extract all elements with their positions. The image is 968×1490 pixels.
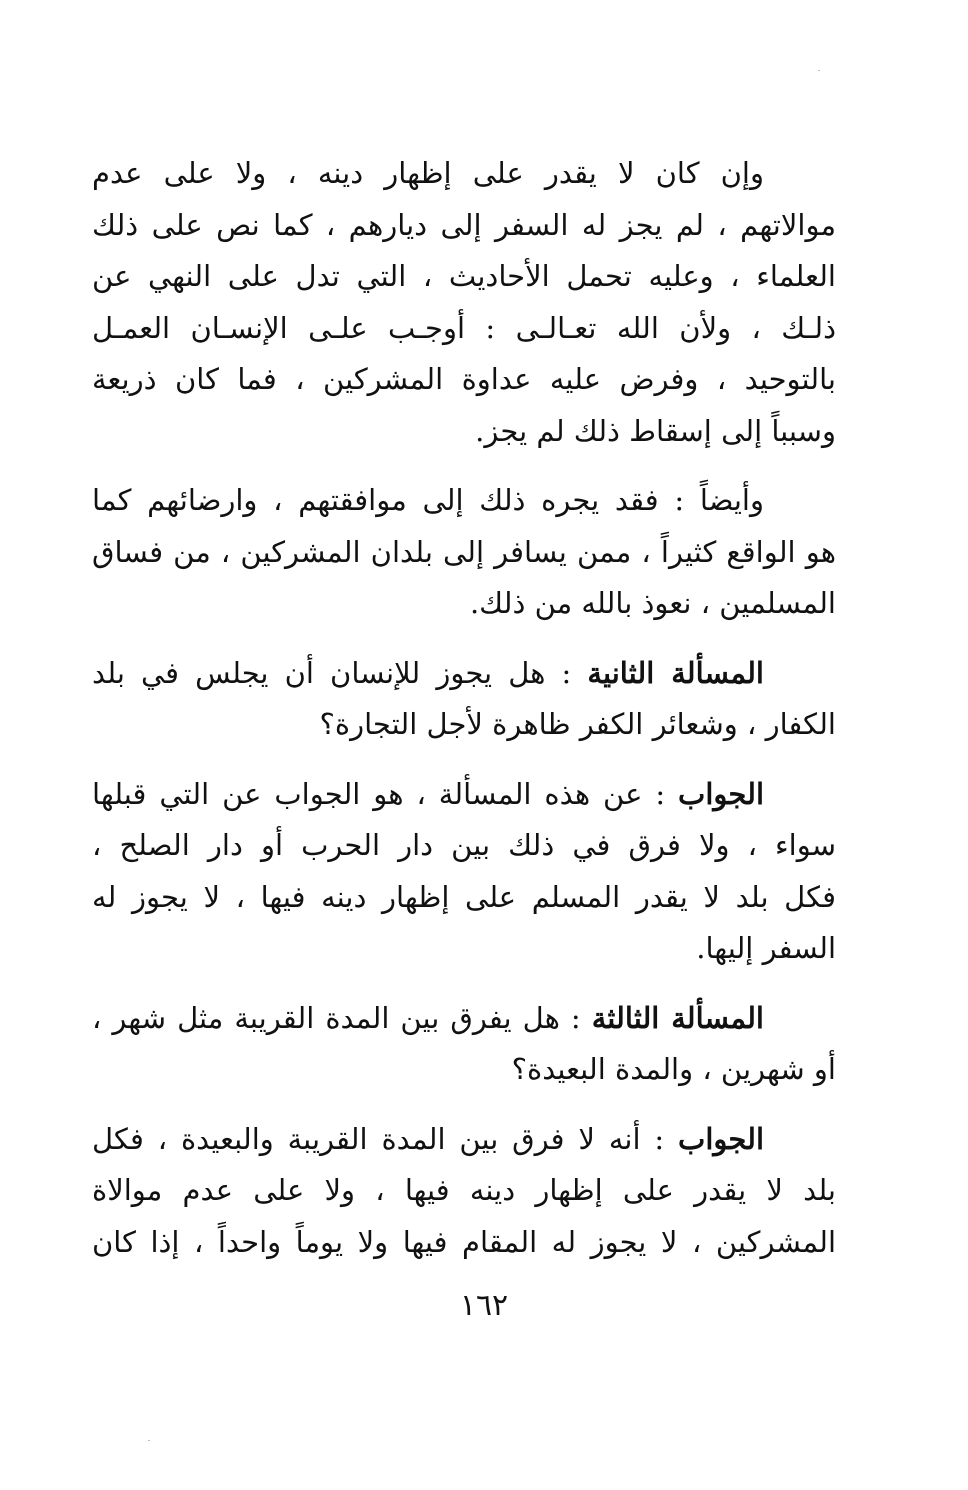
text-line: المسلمين ، نعوذ بالله من ذلك.	[469, 586, 836, 620]
text-line: وأيضاً : فقد يجره ذلك إلى موافقتهم ، وارضائهم كما	[92, 483, 764, 517]
text-line: وسبباً إلى إسقاط ذلك لم يجز.	[475, 413, 836, 448]
question-text: : هل يفرق بين المدة القريبة مثل شهر ،	[92, 1000, 592, 1035]
text-line: موالاتهم ، لم يجز له السفر إلى ديارهم ، كما نص على ذلك	[92, 207, 836, 242]
question-text: : هل يجوز للإنسان أن يجلس في بلد	[92, 655, 588, 690]
page-number: ١٦٢	[459, 1288, 509, 1323]
body-text	[92, 148, 836, 1286]
answer-2-paragraph	[92, 769, 836, 975]
text-line: بلد لا يقدر على إظهار دينه فيها ، ولا على عدم موالاة	[92, 1173, 836, 1207]
question-heading: المسألة الثالثة	[591, 1000, 764, 1035]
text-line: المشركين ، لا يجوز له المقام فيها ولا يوماً واحداً ، إذا كان	[92, 1224, 836, 1259]
text-line: العلماء ، وعليه تحمل الأحاديث ، التي تدل على النهي عن	[92, 259, 836, 293]
text-line	[92, 648, 836, 700]
question-3-paragraph	[92, 993, 836, 1096]
text-line: السفر إليها.	[696, 931, 836, 965]
text-line	[92, 769, 836, 821]
text-line: أو شهرين ، والمدة البعيدة؟	[511, 1052, 836, 1086]
answer-heading: الجواب	[678, 1121, 764, 1156]
question-2-paragraph	[92, 648, 836, 751]
text-line	[92, 1114, 836, 1166]
page-speck	[818, 70, 820, 71]
text-line: فكل بلد لا يقدر المسلم على إظهار دينه فيها ، لا يجوز له	[92, 879, 836, 914]
answer-text: : أنه لا فرق بين المدة القريبة والبعيدة ، فكل	[92, 1121, 679, 1156]
text-line	[92, 993, 836, 1045]
text-line: الكفار ، وشعائر الكفر ظاهرة لأجل التجارة؟	[319, 707, 836, 741]
paragraph-2	[92, 475, 836, 630]
text-line: سواء ، ولا فرق في ذلك بين دار الحرب أو دار الصلح ،	[92, 828, 836, 862]
page-speck	[148, 1440, 150, 1441]
text-line: وإن كان لا يقدر على إظهار دينه ، ولا على عدم	[92, 156, 764, 190]
paragraph-1	[92, 148, 836, 457]
text-line: ذلـك ، ولأن الله تعـالـى : أوجـب علـى الإنسـان العمـل	[92, 310, 836, 345]
text-line: هو الواقع كثيراً ، ممن يسافر إلى بلدان المشركين ، من فساق	[92, 534, 836, 569]
answer-3-paragraph	[92, 1114, 836, 1269]
answer-text: : عن هذه المسألة ، هو الجواب عن التي قبلها	[92, 776, 679, 811]
question-heading: المسألة الثانية	[587, 655, 764, 690]
answer-heading: الجواب	[678, 776, 764, 811]
text-line: بالتوحيد ، وفرض عليه عداوة المشركين ، فما كان ذريعة	[92, 362, 836, 396]
